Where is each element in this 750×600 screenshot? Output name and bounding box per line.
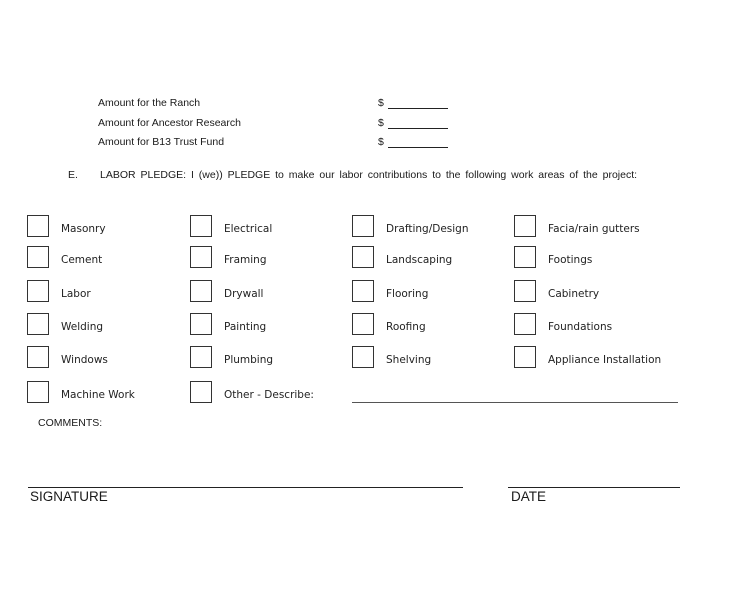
signature-line[interactable] (28, 487, 463, 488)
work-area-checkbox[interactable] (352, 346, 374, 368)
work-area-checkbox[interactable] (190, 246, 212, 268)
amount-ancestor-field[interactable] (378, 117, 448, 129)
amount-blank-line (388, 98, 448, 109)
work-area-checkbox[interactable] (190, 313, 212, 335)
work-area-checkbox[interactable] (190, 346, 212, 368)
work-area-label: Shelving (386, 354, 432, 366)
work-area-label: Footings (548, 254, 593, 266)
work-area-checkbox[interactable] (27, 313, 49, 335)
work-area-label: Masonry (61, 223, 106, 235)
pledge-text: LABOR PLEDGE: I (we)) PLEDGE to make our labor contributions to the following work areas of the project: (100, 169, 638, 181)
work-area-label: Appliance Installation (548, 354, 662, 366)
work-area-checkbox[interactable] (514, 215, 536, 237)
amount-ranch-field[interactable] (378, 97, 448, 109)
work-area-checkbox[interactable] (27, 381, 49, 403)
work-area-checkbox[interactable] (27, 280, 49, 302)
labor-pledge-heading (68, 169, 637, 181)
amount-blank-line (388, 118, 448, 129)
currency-symbol: $ (378, 117, 384, 129)
work-area-label: Plumbing (224, 354, 274, 366)
other-describe-line[interactable] (352, 402, 678, 403)
work-area-label: Drywall (224, 288, 264, 300)
work-area-label: Cement (61, 254, 103, 266)
signature-label: SIGNATURE (30, 489, 108, 504)
work-area-label: Machine Work (61, 389, 135, 401)
work-area-checkbox[interactable] (352, 215, 374, 237)
date-line[interactable] (508, 487, 680, 488)
amount-ranch-label: Amount for the Ranch (98, 97, 201, 109)
work-area-label: Drafting/Design (386, 223, 469, 235)
work-area-checkbox[interactable] (514, 313, 536, 335)
section-letter: E. (68, 169, 78, 181)
work-area-label: Welding (61, 321, 104, 333)
work-area-checkbox[interactable] (190, 381, 212, 403)
work-area-label: Painting (224, 321, 267, 333)
work-area-label: Framing (224, 254, 267, 266)
work-area-checkbox[interactable] (190, 215, 212, 237)
work-area-label: Landscaping (386, 254, 453, 266)
work-area-label: Roofing (386, 321, 426, 333)
work-area-checkbox[interactable] (514, 346, 536, 368)
currency-symbol: $ (378, 97, 384, 109)
work-area-label: Cabinetry (548, 288, 600, 300)
amount-trust-label: Amount for B13 Trust Fund (98, 136, 225, 148)
work-area-checkbox[interactable] (352, 313, 374, 335)
work-area-label: Electrical (224, 223, 273, 235)
amount-ancestor-label: Amount for Ancestor Research (98, 117, 241, 129)
work-area-checkbox[interactable] (27, 346, 49, 368)
work-area-checkbox[interactable] (514, 246, 536, 268)
work-area-checkbox[interactable] (190, 280, 212, 302)
work-area-label: Foundations (548, 321, 613, 333)
work-area-label: Windows (61, 354, 108, 366)
amount-trust-field[interactable] (378, 136, 448, 148)
work-area-checkbox[interactable] (27, 215, 49, 237)
work-area-label: Flooring (386, 288, 429, 300)
work-area-label: Facia/rain gutters (548, 223, 640, 235)
work-area-label: Other - Describe: (224, 389, 314, 401)
work-area-checkbox[interactable] (27, 246, 49, 268)
comments-label: COMMENTS: (38, 417, 103, 429)
date-label: DATE (511, 489, 547, 504)
work-area-label: Labor (61, 288, 91, 300)
currency-symbol: $ (378, 136, 384, 148)
work-area-checkbox[interactable] (352, 246, 374, 268)
work-area-checkbox[interactable] (514, 280, 536, 302)
amount-blank-line (388, 137, 448, 148)
work-area-checkbox[interactable] (352, 280, 374, 302)
